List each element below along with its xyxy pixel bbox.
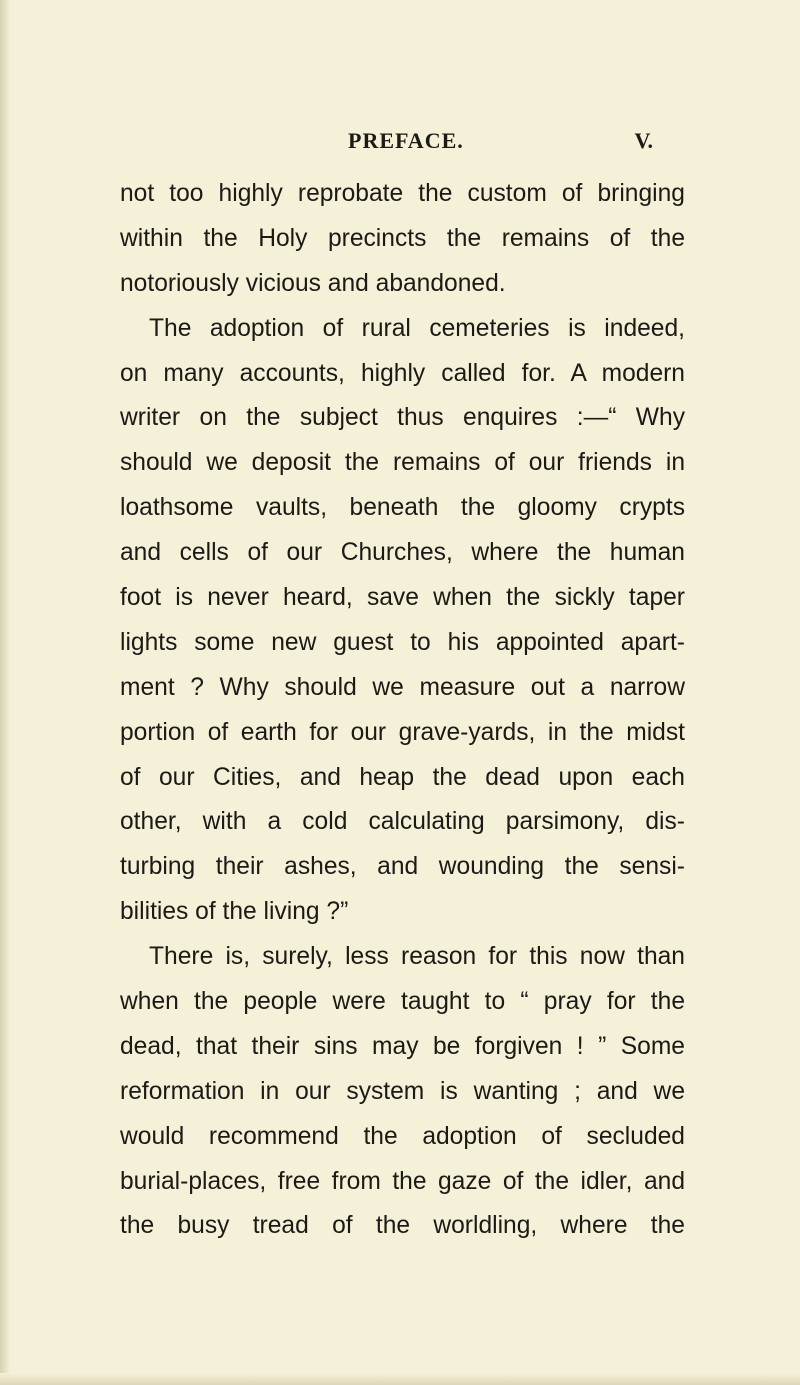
text-line: other, with a cold calculating parsimony, dis- bbox=[120, 808, 685, 836]
text-line: should we deposit the remains of our friends in bbox=[120, 449, 685, 477]
text-line: turbing their ashes, and wounding the sensi- bbox=[120, 853, 685, 881]
text-line: writer on the subject thus enquires :—“ Why bbox=[120, 404, 685, 432]
page-left-edge bbox=[0, 0, 10, 1385]
body-text bbox=[120, 172, 685, 1249]
text-line: The adoption of rural cemeteries is indeed, bbox=[149, 314, 685, 342]
text-line: not too highly reprobate the custom of bringing bbox=[120, 180, 685, 207]
text-line: There is, surely, less reason for this now than bbox=[149, 943, 685, 971]
text-line: burial-places, free from the gaze of the idler, and bbox=[120, 1167, 685, 1195]
text-line: within the Holy precincts the remains of the bbox=[120, 224, 685, 252]
text-line: would recommend the adoption of secluded bbox=[120, 1122, 685, 1150]
page-bottom-edge bbox=[0, 1373, 800, 1385]
text-line: portion of earth for our grave-yards, in the midst bbox=[120, 718, 685, 746]
text-line: of our Cities, and heap the dead upon each bbox=[120, 763, 685, 791]
page-number: V. bbox=[634, 128, 653, 153]
text-line: when the people were taught to “ pray for the bbox=[120, 988, 685, 1016]
text-line: lights some new guest to his appointed apart- bbox=[120, 628, 685, 656]
text-line: loathsome vaults, beneath the gloomy crypts bbox=[120, 494, 685, 522]
text-line: notoriously vicious and abandoned. bbox=[120, 269, 506, 297]
text-line: foot is never heard, save when the sickly taper bbox=[120, 584, 685, 612]
page-header bbox=[348, 128, 653, 160]
text-line: ment ? Why should we measure out a narrow bbox=[120, 673, 685, 701]
text-line: reformation in our system is wanting ; and we bbox=[120, 1077, 685, 1105]
text-line: on many accounts, highly called for. A modern bbox=[120, 359, 685, 387]
text-line: bilities of the living ?” bbox=[120, 898, 349, 926]
text-line: dead, that their sins may be forgiven ! ” Some bbox=[120, 1032, 685, 1060]
running-head: PREFACE. bbox=[348, 128, 464, 153]
text-line: the busy tread of the worldling, where the bbox=[120, 1212, 685, 1240]
text-line: and cells of our Churches, where the human bbox=[120, 539, 685, 567]
